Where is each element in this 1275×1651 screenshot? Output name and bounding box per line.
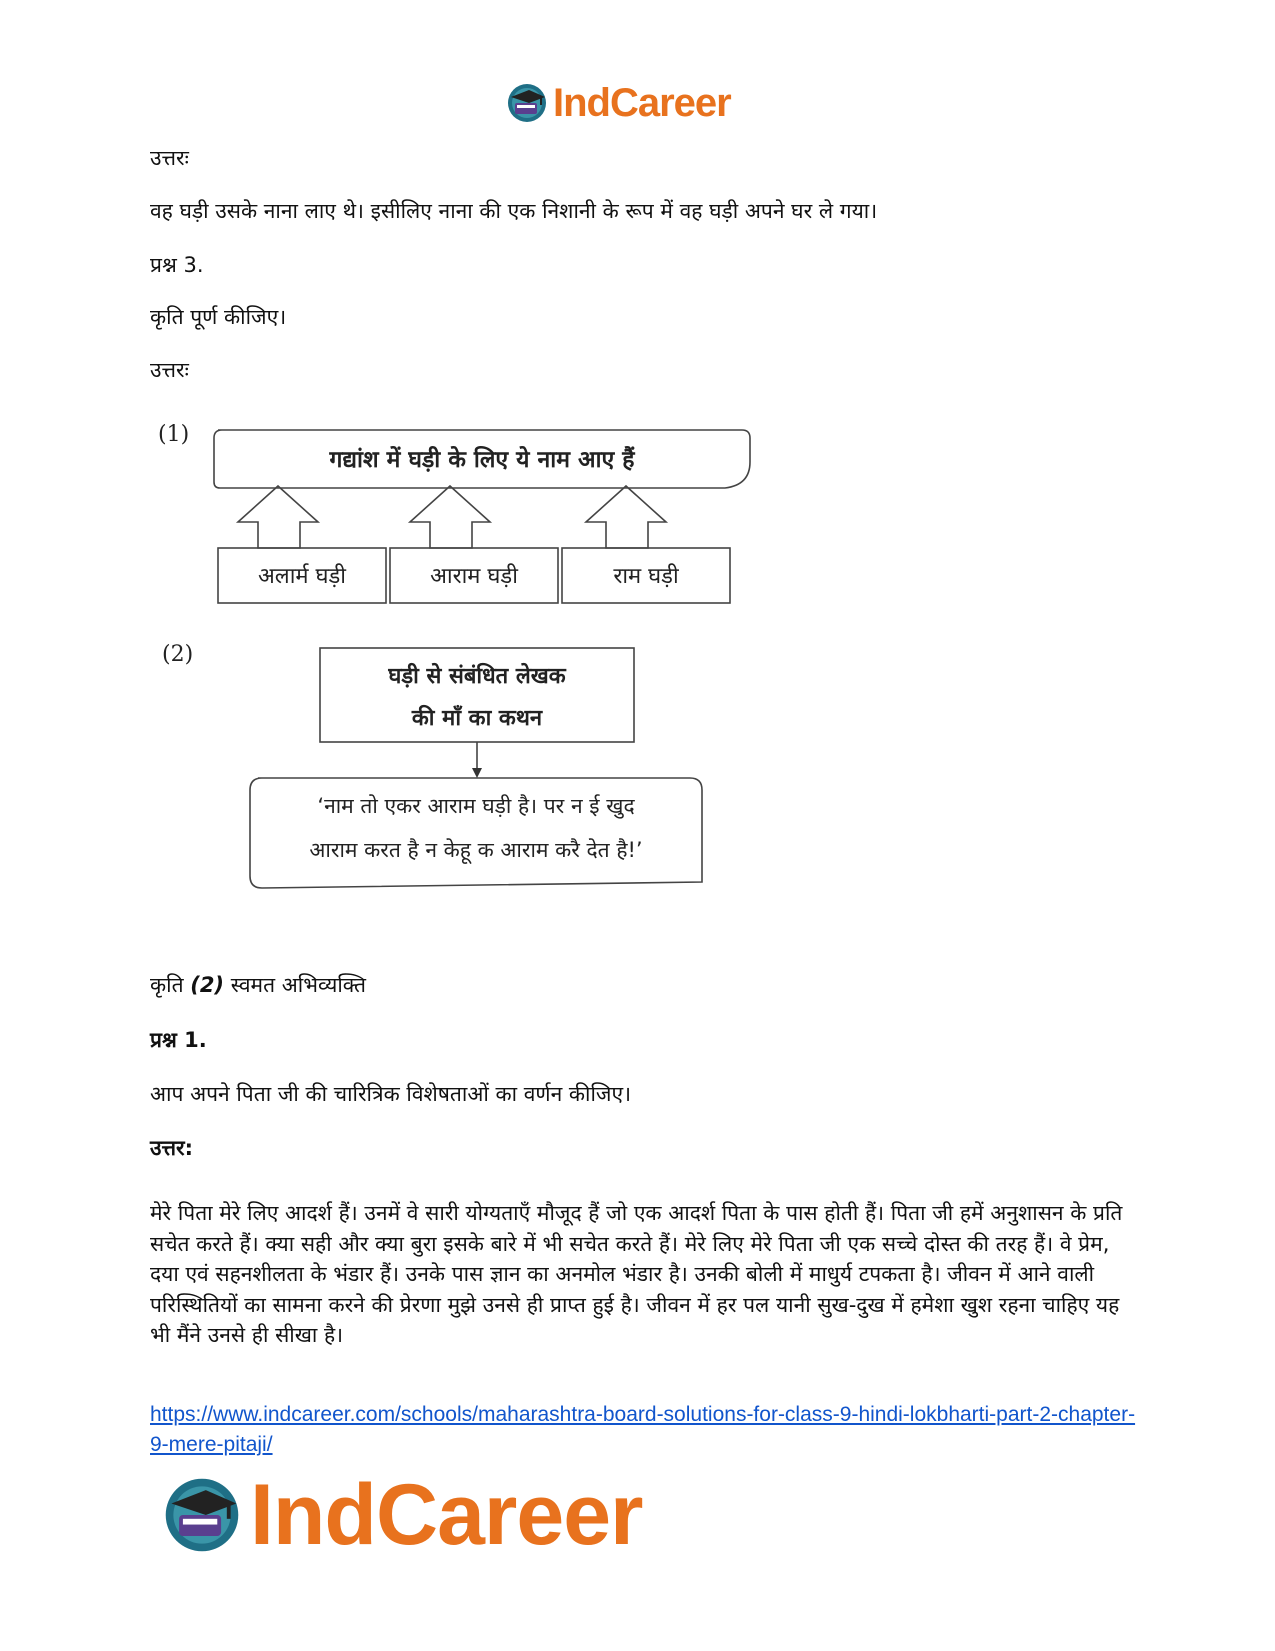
activity-diagram bbox=[150, 420, 790, 940]
question-number: प्रश्न 3. bbox=[150, 253, 204, 277]
answer-label: उत्तरः bbox=[150, 146, 189, 170]
activity-title: कृति (2) स्वमत अभिव्यक्ति bbox=[150, 973, 367, 997]
name-box-ram: राम घड़ी bbox=[613, 564, 679, 589]
name-box-alarm: अलार्म घड़ी bbox=[257, 564, 347, 589]
footer-logo bbox=[160, 1466, 643, 1563]
diagram-heading-line: घड़ी से संबंधित लेखक bbox=[388, 664, 566, 689]
brand-wordmark: IndCareer bbox=[553, 80, 731, 125]
answer-label: उत्तरः bbox=[150, 358, 189, 382]
arrow-down-icon bbox=[472, 768, 482, 778]
answer-text: वह घड़ी उसके नाना लाए थे। इसीलिए नाना की एक निशानी के रूप में वह घड़ी अपने घर ले गया। bbox=[150, 199, 878, 223]
question-text: आप अपने पिता जी की चारित्रिक विशेषताओं का वर्णन कीजिए। bbox=[150, 1082, 632, 1106]
question-number: प्रश्न 1. bbox=[150, 1028, 207, 1052]
answer-label: उत्तर: bbox=[150, 1136, 194, 1160]
source-link[interactable]: https://www.indcareer.com/schools/maharashtra-board-solutions-for-class-9-hindi-lokbharti-part-2-chapter-9-mere-pitaji/ bbox=[150, 1403, 1136, 1456]
graduation-book-icon bbox=[160, 1473, 244, 1557]
diagram-heading-line: की माँ का कथन bbox=[411, 706, 543, 731]
name-box-aaram: आराम घड़ी bbox=[430, 564, 518, 589]
activity-number: (2) bbox=[190, 973, 225, 997]
header-logo bbox=[505, 78, 731, 128]
answer-paragraph: मेरे पिता मेरे लिए आदर्श हैं। उनमें वे सारी योग्यताएँ मौजूद हैं जो एक आदर्श पिता के पास होती हैं। पिता जी हमें अनुशासन के प्रति सचेत करते हैं। क्या सही और क्या बुरा इसके बारे में भी सचेत करते हैं। मेरे लिए मेरे पिता जी एक सच्चे दोस्त की तरह हैं। वे प्रेम, दया एवं सहनशीलता के भंडार हैं। उनके पास ज्ञान का अनमोल भंडार है। उनकी बोली में माधुर्य टपकता है। जीवन में आने वाली परिस्थितियों का सामना करने की प्रेरणा मुझे उनसे ही प्राप्त हुई है। जीवन में हर पल यानी सुख-दुख में हमेशा खुश रहना चाहिए यह भी मैंने उनसे ही सीखा है। bbox=[150, 1201, 1123, 1347]
brand-wordmark: IndCareer bbox=[250, 1466, 643, 1563]
diagram-part-number: (1) bbox=[158, 422, 190, 447]
task-instruction: कृति पूर्ण कीजिए। bbox=[150, 305, 287, 329]
quote-line: ‘नाम तो एकर आराम घड़ी है। पर न ई खुद bbox=[317, 794, 635, 818]
diagram-heading: गद्यांश में घड़ी के लिए ये नाम आए हैं bbox=[329, 447, 635, 473]
question-heading bbox=[150, 250, 204, 280]
graduation-book-icon bbox=[505, 81, 549, 125]
diagram-part-number: (2) bbox=[162, 642, 194, 667]
quote-line: आराम करत है न केहू क आराम करै देत है!’ bbox=[309, 838, 643, 862]
